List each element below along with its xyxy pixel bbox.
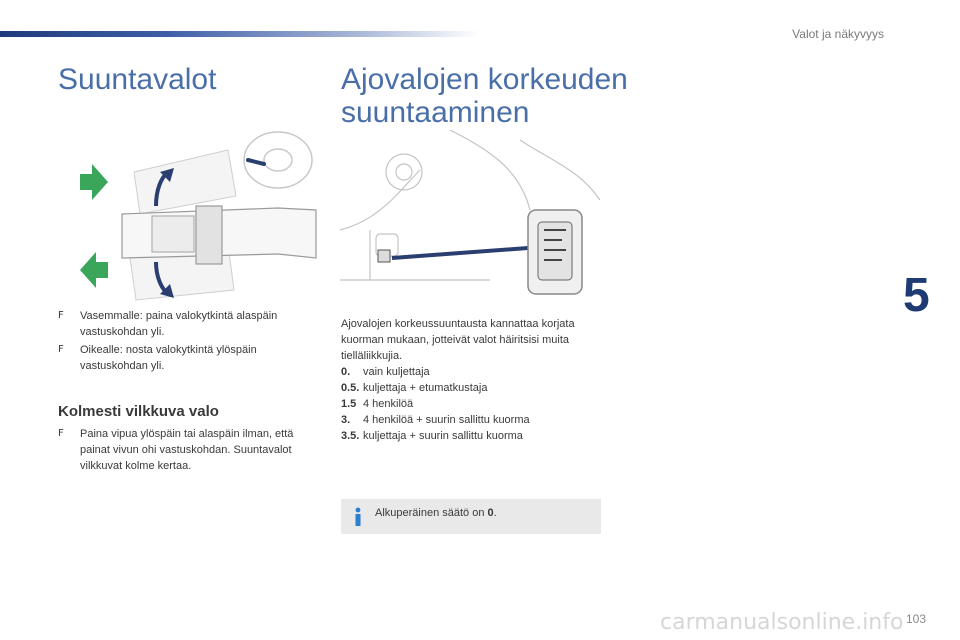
stalk-upper-ghost bbox=[134, 150, 236, 214]
arrow-right-green-icon bbox=[80, 164, 108, 200]
list-item: F Oikealle: nosta valokytkintä ylöspäin vastuskohdan yli. bbox=[58, 344, 257, 372]
pointer-line bbox=[392, 248, 528, 258]
headlamp-dial-illustration bbox=[340, 130, 600, 302]
chapter-number: 5 bbox=[903, 269, 930, 322]
turn-signal-instructions bbox=[58, 308, 318, 376]
chapter-title: Valot ja näkyvyys bbox=[792, 27, 884, 41]
list-item: 3.5. kuljettaja + suurin sallittu kuorma bbox=[341, 430, 523, 442]
bullet-marker: F bbox=[58, 344, 64, 355]
subheading-triple-flash: Kolmesti vilkkuva valo bbox=[58, 403, 219, 420]
arrow-left-green-icon bbox=[80, 252, 108, 288]
bullet-marker: F bbox=[58, 428, 64, 439]
section-title-headlamp-adjustment: Ajovalojen korkeuden suuntaaminen bbox=[341, 63, 628, 129]
section-title-turn-signals: Suuntavalot bbox=[58, 63, 217, 96]
bullet-marker: F bbox=[58, 310, 64, 321]
list-item: 0. vain kuljettaja bbox=[341, 366, 430, 378]
header-color-bar bbox=[0, 31, 480, 37]
info-icon bbox=[351, 507, 365, 527]
stalk-main bbox=[122, 206, 316, 264]
dial-switch bbox=[378, 250, 390, 262]
turn-signal-stalk-illustration bbox=[78, 122, 328, 302]
headlamp-intro-paragraph: Ajovalojen korkeussuuntausta kannattaa korjata kuorman mukaan, jotteivät valot häiritsisi muita tielläliikkujia. bbox=[341, 318, 575, 362]
list-item: 1.5 4 henkilöä bbox=[341, 398, 414, 410]
page-number: 103 bbox=[906, 612, 927, 626]
list-item: F Vasemmalle: paina valokytkintä alaspäin vastuskohdan yli. bbox=[58, 310, 278, 338]
note-text: Alkuperäinen säätö on 0. bbox=[375, 507, 497, 519]
list-item: 0.5. kuljettaja + etumatkustaja bbox=[341, 382, 488, 394]
list-item: F Paina vipua ylöspäin tai alaspäin ilman, että painat vivun ohi vastuskohdan. Suuntavalot vilkkuvat kolme kertaa. bbox=[58, 428, 294, 472]
pointer-stroke bbox=[248, 160, 264, 164]
headlamp-levels-list bbox=[341, 364, 601, 444]
list-item: 3. 4 henkilöä + suurin sallittu kuorma bbox=[341, 414, 530, 426]
watermark: carmanualsonline.info bbox=[660, 610, 904, 635]
triple-flash-instructions bbox=[58, 426, 318, 476]
info-note bbox=[341, 499, 601, 534]
